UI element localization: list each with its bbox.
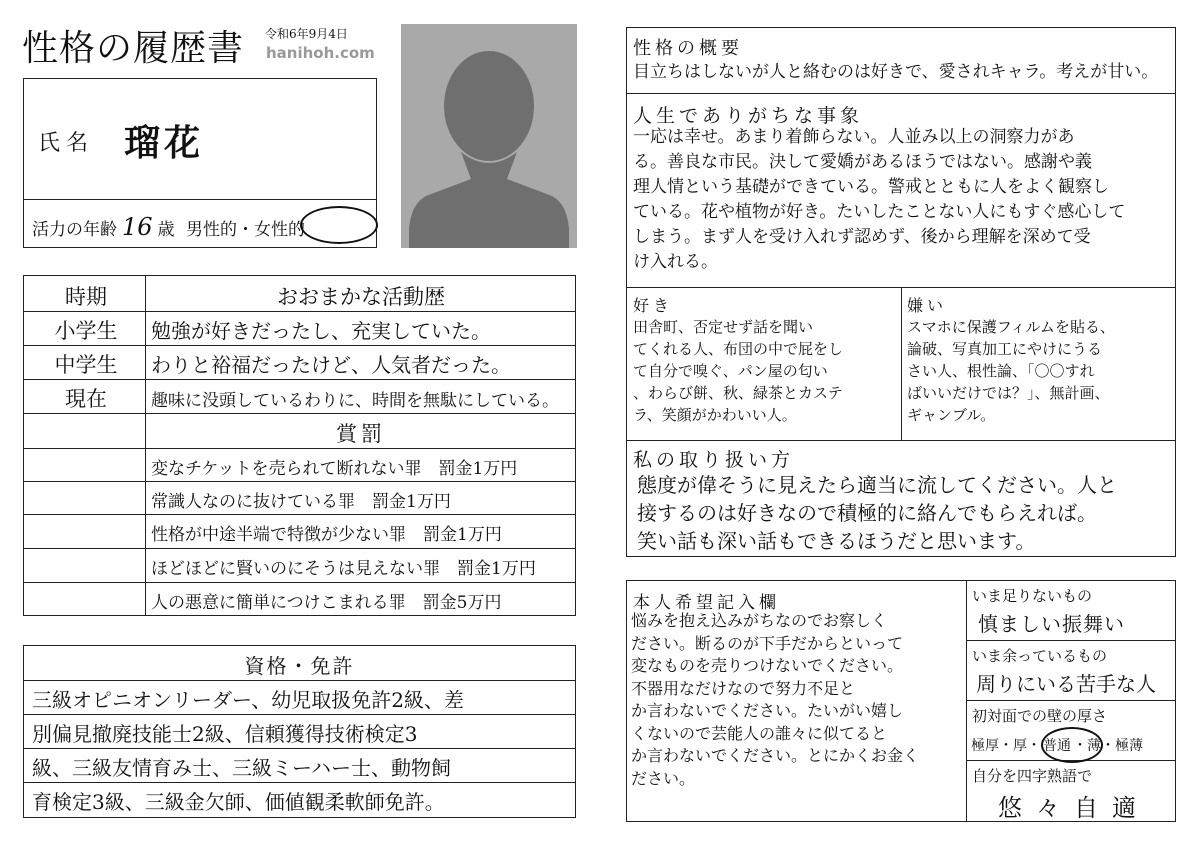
wishes-text bbox=[631, 610, 963, 790]
table-divider bbox=[23, 680, 576, 681]
handling-heading: 私の取り扱い方 bbox=[633, 449, 795, 471]
wishes-heading: 本人希望記入欄 bbox=[633, 593, 780, 613]
vitality-label: 活力の年齢 bbox=[32, 220, 117, 240]
handling-text bbox=[637, 471, 1173, 555]
avatar-placeholder bbox=[401, 24, 577, 248]
table-divider bbox=[23, 448, 576, 449]
wall-selection-circle bbox=[1041, 727, 1103, 763]
dislikes-line: ばいいだけでは？」、無計画、 bbox=[907, 384, 1110, 402]
table-divider bbox=[23, 413, 576, 414]
activity-cell: 趣味に没頭しているわりに、時間を無駄にしている。 bbox=[151, 391, 559, 411]
gender-selection-circle bbox=[300, 206, 378, 244]
life-line: け入れる。 bbox=[633, 252, 718, 272]
section-divider bbox=[966, 580, 967, 822]
table-divider bbox=[23, 782, 576, 783]
name-value: 瑠花 bbox=[124, 122, 205, 164]
life-heading: 人生でありがちな事象 bbox=[633, 105, 864, 127]
period-cell: 小学生 bbox=[54, 319, 118, 343]
table-divider bbox=[23, 311, 576, 312]
wishes-line: ださい。断るのが下手だからといって bbox=[631, 633, 904, 653]
likes-heading: 好き bbox=[633, 296, 674, 315]
surplus-label: いま余っているもの bbox=[972, 647, 1108, 665]
handling-line: 笑い話も深い話もできるほうだと思います。 bbox=[637, 529, 1036, 553]
wishes-line: くないので芸能人の誰々に似てると bbox=[631, 723, 888, 743]
header-history: おおまかな活動歴 bbox=[277, 285, 445, 309]
awards-header: 賞罰 bbox=[336, 422, 386, 446]
license-header: 資格・免許 bbox=[244, 654, 355, 678]
idiom-label: 自分を四字熟語で bbox=[972, 767, 1093, 785]
gender-male: 男性的 bbox=[185, 220, 237, 240]
section-divider bbox=[626, 440, 1176, 441]
page-title: 性格の履歴書 bbox=[22, 28, 245, 69]
age-unit: 歳 bbox=[157, 220, 175, 240]
table-divider bbox=[23, 345, 576, 346]
period-cell: 現在 bbox=[65, 387, 107, 411]
wall-option-selected: 普通 bbox=[1043, 738, 1071, 754]
section-divider bbox=[626, 93, 1176, 94]
gender-female: 女性的 bbox=[253, 220, 305, 240]
dislikes-text bbox=[907, 316, 1173, 426]
activity-cell: 勉強が好きだったし、充実していた。 bbox=[151, 319, 491, 343]
gender-separator: ・ bbox=[236, 220, 254, 240]
dislikes-line: スマホに保護フィルムを貼る、 bbox=[907, 318, 1115, 336]
penalty-cell: 常識人なのに抜けている罪 罰金1万円 bbox=[151, 492, 451, 512]
overview-text: 目立ちはしないが人と絡むのは好きで、愛されキャラ。考えが甘い。 bbox=[633, 62, 1159, 82]
activity-cell: わりと裕福だったけど、人気者だった。 bbox=[151, 353, 511, 377]
penalty-cell: 人の悪意に簡単につけこまれる罪 罰金5万円 bbox=[151, 593, 502, 613]
likes-text bbox=[633, 316, 898, 426]
life-line: ている。花や植物が好き。たいしたことない人にもすぐ感心して bbox=[633, 202, 1126, 222]
section-divider bbox=[901, 287, 902, 440]
likes-line: ラ、笑顔がかわいい人。 bbox=[633, 406, 797, 424]
section-divider bbox=[966, 700, 1176, 701]
vitality-row bbox=[32, 213, 305, 241]
table-divider bbox=[23, 514, 576, 515]
penalty-cell: ほどほどに賢いのにそうは見えない罪 罰金1万円 bbox=[151, 559, 536, 579]
header-period: 時期 bbox=[65, 285, 107, 309]
period-cell: 中学生 bbox=[54, 353, 118, 377]
wall-option: 薄 bbox=[1087, 738, 1101, 754]
wishes-line: か言わないでください。たいがい嬉し bbox=[631, 701, 904, 720]
table-divider bbox=[23, 714, 576, 715]
table-divider bbox=[23, 748, 576, 749]
wall-options: 極厚・厚・ 普通 ・薄・極薄 bbox=[971, 738, 1143, 754]
person-silhouette-icon bbox=[401, 24, 577, 248]
age-value: 16 bbox=[122, 213, 153, 241]
overview-heading: 性格の概要 bbox=[633, 38, 743, 59]
life-line: る。善良な市民。決して愛嬌があるほうではない。感謝や義 bbox=[633, 152, 1092, 172]
lacking-value: 慎ましい振舞い bbox=[978, 612, 1125, 636]
handling-line: 態度が偉そうに見えたら適当に流してください。人と bbox=[637, 473, 1117, 497]
wall-option: 極厚 bbox=[971, 738, 999, 754]
life-text bbox=[633, 125, 1173, 275]
wishes-line: 不器用なだけなので努力不足と bbox=[631, 678, 856, 698]
penalty-cell: 変なチケットを売られて断れない罪 罰金1万円 bbox=[151, 459, 518, 479]
table-divider bbox=[23, 379, 576, 380]
dislikes-line: ギャンブル。 bbox=[907, 406, 996, 424]
name-label: 氏名 bbox=[38, 131, 95, 156]
license-line: 三級オピニオンリーダー、幼児取扱免許2級、差 bbox=[32, 688, 464, 712]
table-divider bbox=[23, 582, 576, 583]
likes-line: 田舎町、否定せず話を聞い bbox=[633, 318, 814, 336]
handling-line: 接するのは好きなので積極的に絡んでもらえれば。 bbox=[637, 501, 1097, 525]
table-divider bbox=[23, 481, 576, 482]
likes-line: 、わらび餅、秋、緑茶とカステ bbox=[633, 384, 843, 402]
wishes-line: か言わないでください。とにかくお金く bbox=[631, 746, 920, 765]
likes-line: て自分で嗅ぐ、パン屋の匂い bbox=[633, 362, 828, 380]
wishes-line: 変なものを売りつけないでください。 bbox=[631, 656, 904, 675]
dislikes-heading: 嫌い bbox=[907, 296, 948, 315]
dislikes-line: 論破、写真加工にやけにうる bbox=[907, 340, 1103, 358]
date-text: 令和6年9月4日 bbox=[265, 27, 348, 41]
wishes-line: 悩みを抱え込みがちなのでお察しく bbox=[631, 611, 888, 630]
license-line: 育検定3級、三級金欠師、価値観柔軟師免許。 bbox=[32, 790, 445, 814]
table-divider bbox=[23, 548, 576, 549]
penalty-cell: 性格が中途半端で特徴が少ない罪 罰金1万円 bbox=[151, 525, 502, 545]
life-line: 一応は幸せ。あまり着飾らない。人並み以上の洞察力があ bbox=[633, 127, 1075, 147]
dislikes-line: さい人、根性論、「〇〇すれ bbox=[907, 362, 1095, 380]
license-line: 級、三級友情育み士、三級ミーハー士、動物飼 bbox=[32, 756, 451, 780]
wishes-line: ださい。 bbox=[631, 768, 696, 788]
surplus-value: 周りにいる苦手な人 bbox=[976, 672, 1156, 696]
likes-line: てくれる人、布団の中で屁をし bbox=[633, 340, 844, 358]
section-divider bbox=[966, 640, 1176, 641]
life-line: 理人情という基礎ができている。警戒とともに人をよく観察し bbox=[633, 177, 1109, 197]
wall-label: 初対面での壁の厚さ bbox=[972, 707, 1108, 725]
name-divider bbox=[23, 199, 377, 200]
idiom-value: 悠々自適 bbox=[998, 794, 1150, 822]
wall-option: 極薄 bbox=[1115, 738, 1143, 754]
table-divider bbox=[145, 275, 146, 616]
life-line: しまう。まず人を受け入れず認めず、後から理解を深めて受 bbox=[633, 227, 1091, 247]
wall-option: 厚 bbox=[1013, 738, 1027, 754]
lacking-label: いま足りないもの bbox=[972, 587, 1093, 605]
site-watermark: hanihoh.com bbox=[266, 44, 375, 62]
license-line: 別偏見撤廃技能士2級、信頼獲得技術検定3 bbox=[32, 722, 418, 746]
